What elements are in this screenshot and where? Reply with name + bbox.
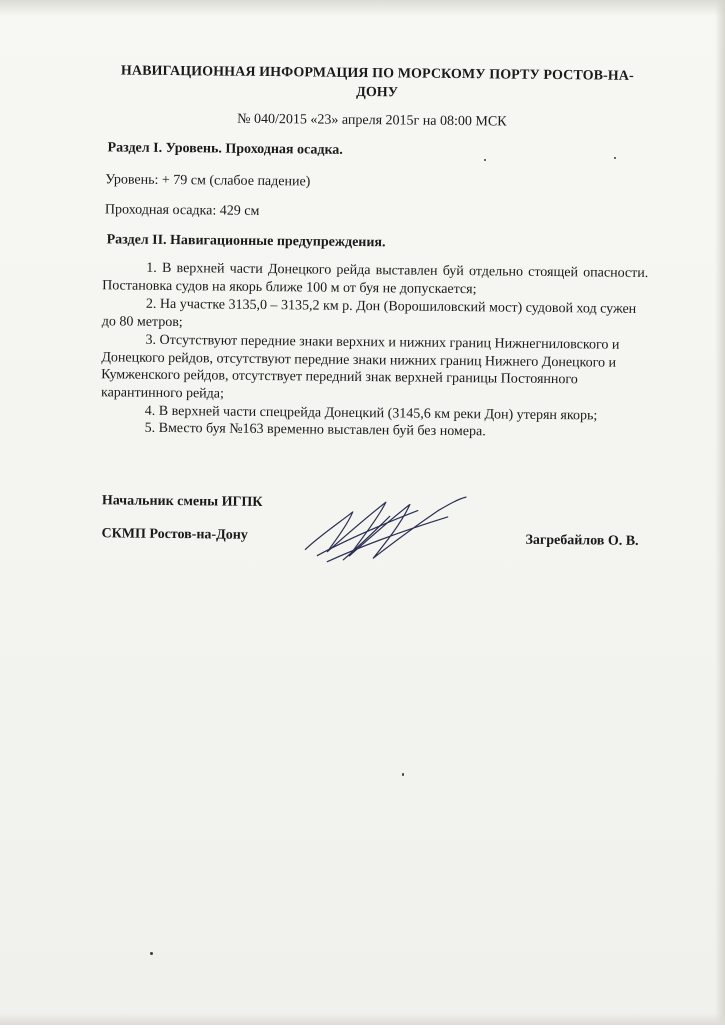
warning-item-4: 4. В верхней части спецрейда Донецкий (3145,6 км реки Дон) утерян якорь; <box>144 403 598 424</box>
signatory-position-line1: Начальник смены ИГПК <box>101 493 263 510</box>
scan-speck <box>614 157 616 159</box>
water-level: Уровень: + 79 см (слабое падение) <box>105 172 311 190</box>
scan-speck <box>402 773 404 776</box>
scan-speck <box>484 159 486 161</box>
warning-item-2: 2. На участке 3135,0 – 3135,2 км р. Дон (Ворошиловский мост) судовой ход сужен до 80 метров; <box>101 296 637 330</box>
signatory-name: Загребайлов О. В. <box>525 532 639 549</box>
section1-heading: Раздел I. Уровень. Проходная осадка. <box>107 140 343 158</box>
signatory-position-line2: СКМП Ростов-на-Дону <box>101 526 248 543</box>
section2-heading: Раздел II. Навигационные предупреждения. <box>106 232 386 251</box>
warning-item-5: 5. Вместо буя №163 временно выставлен буй без номера. <box>144 420 486 440</box>
document-title: НАВИГАЦИОННАЯ ИНФОРМАЦИЯ ПО МОРСКОМУ ПОРТУ РОСТОВ-НА-ДОНУ <box>120 63 634 101</box>
warning-item-1: 1. В верхней части Донецкого рейда выставлен буй отдельно стоящей опасности. Постановка судов на якорь ближе 100 м от буя не допускается; <box>102 260 649 297</box>
document-number-date: № 040/2015 «23» апреля 2015г на 08:00 МСК <box>237 111 507 130</box>
scan-speck <box>150 952 153 955</box>
passing-draft: Проходная осадка: 429 см <box>104 202 260 219</box>
handwritten-signature <box>297 489 478 571</box>
warning-item-3: 3. Отсутствуют передние знаки верхних и нижних границ Нижнегниловского и Донецкого рейдов, отсутствуют передние знаки нижних границ Нижнего Донецкого и Кумженского рейдов, отсутствует передний знак верхней границы Постоянного карантинного рейда; <box>100 332 620 402</box>
